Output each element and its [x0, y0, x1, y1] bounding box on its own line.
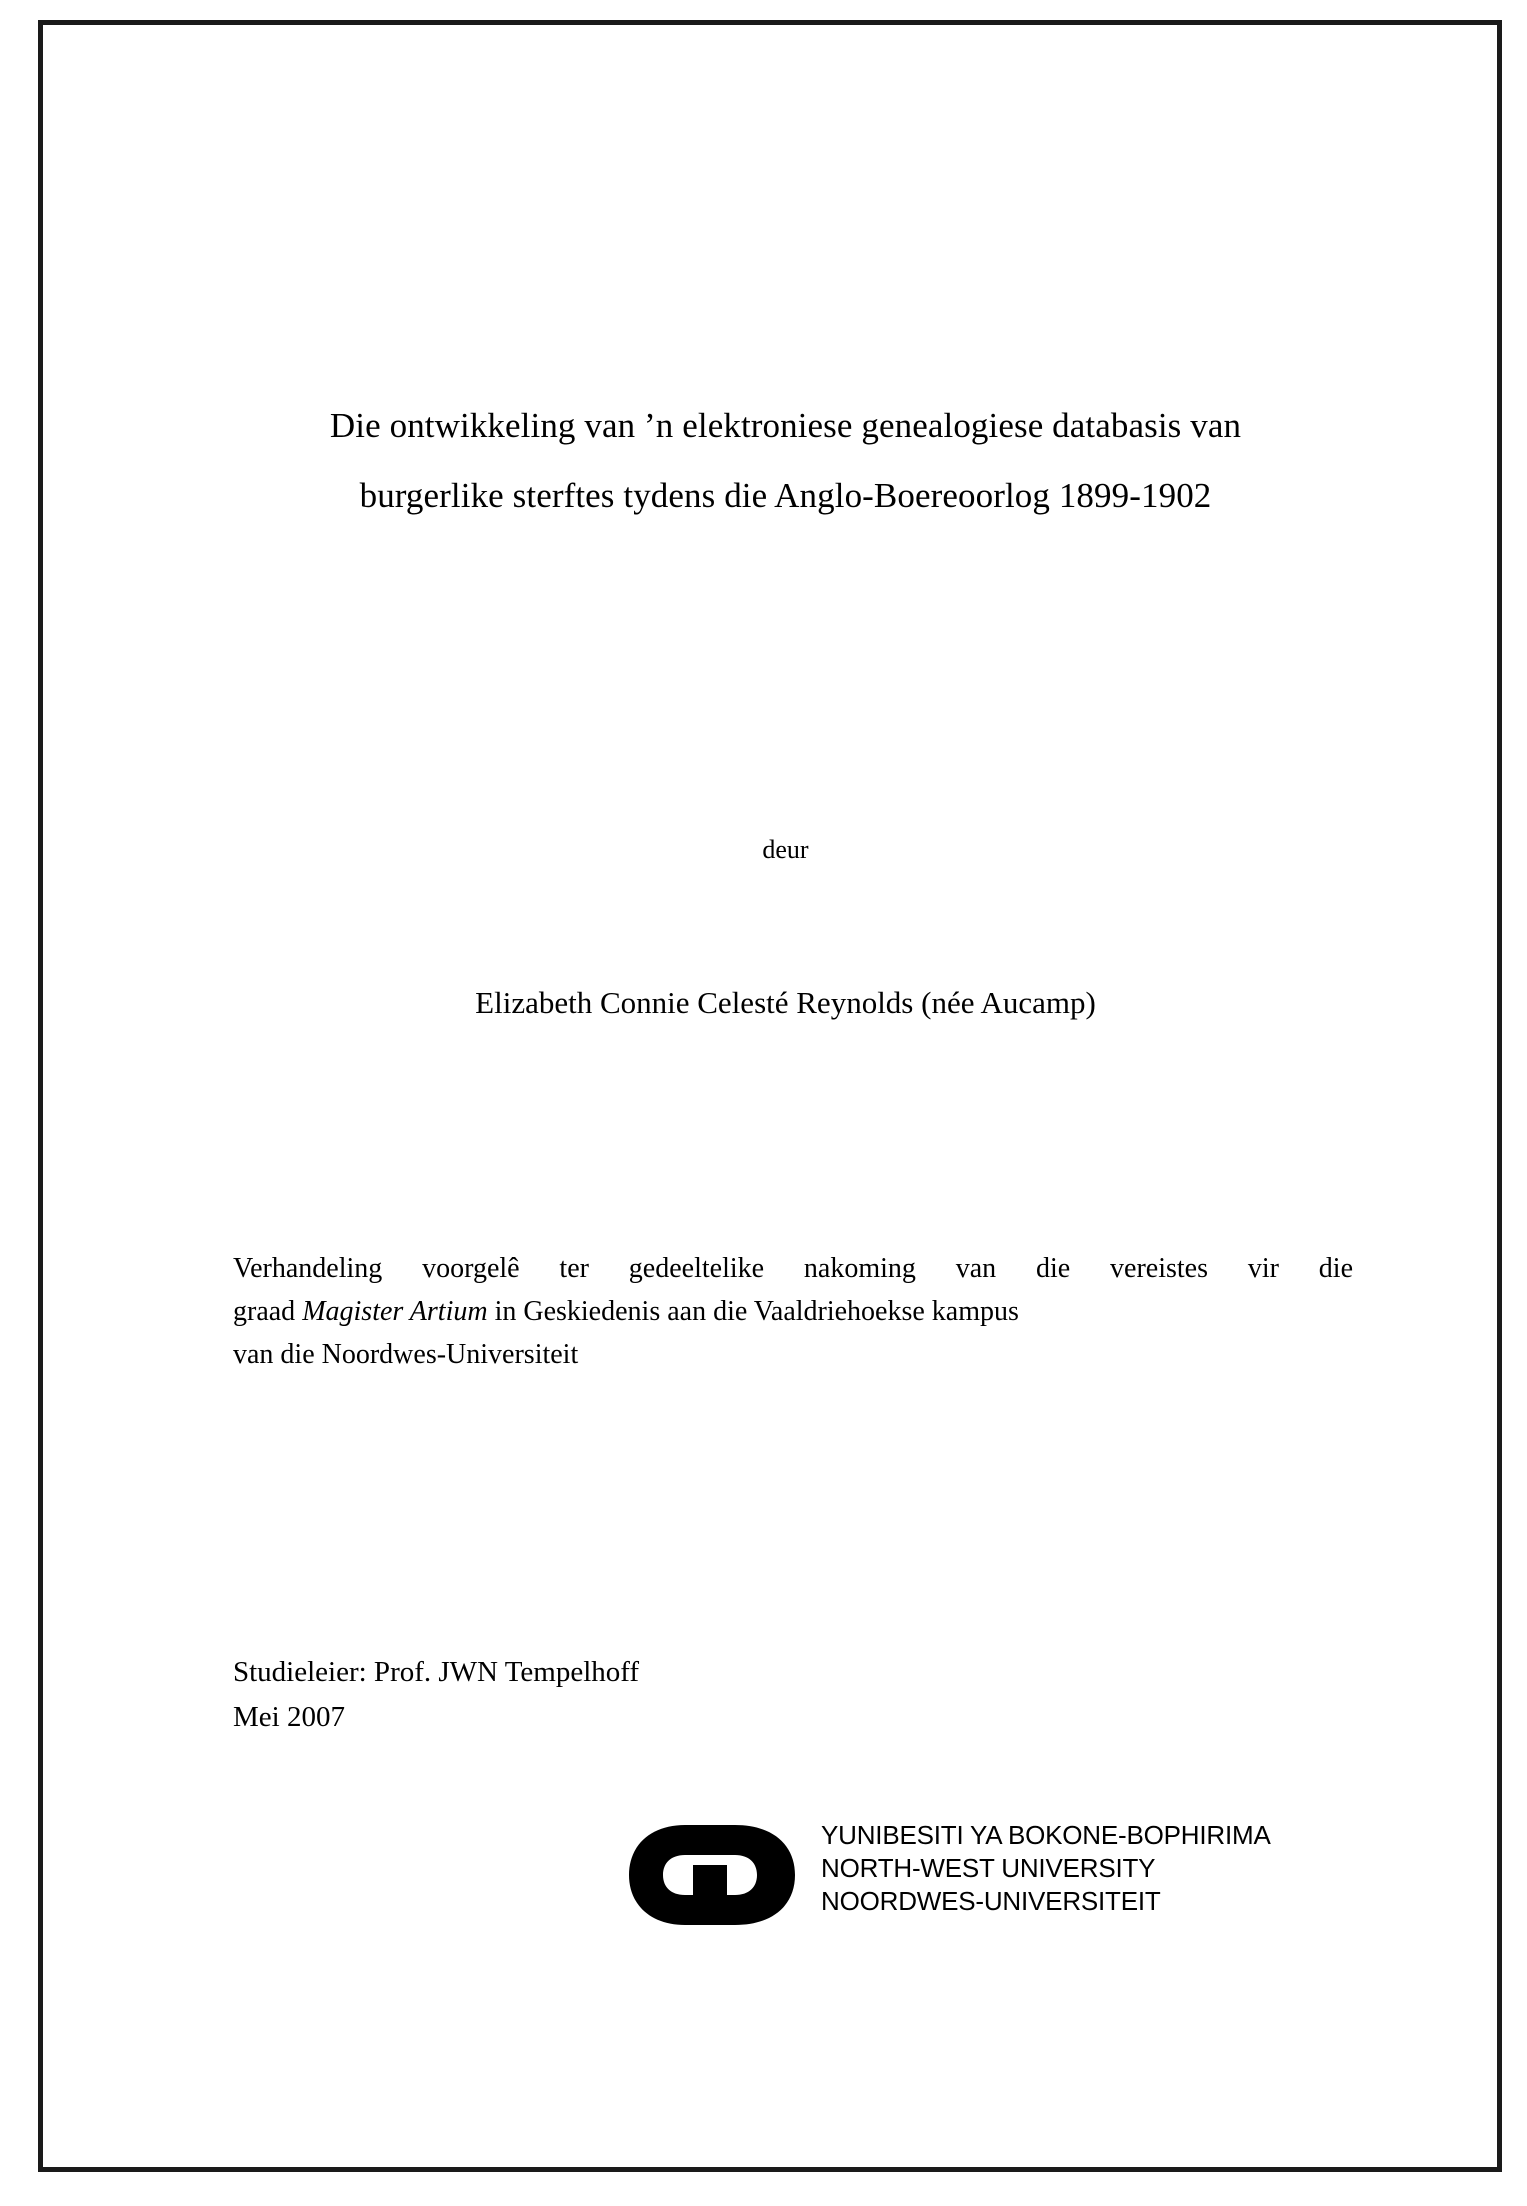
degree-name-italic: Magister Artium	[302, 1296, 488, 1327]
degree-line-1: Verhandeling voorgelê ter gedeeltelike nakoming van die vereistes vir die	[233, 1253, 1353, 1284]
author-name: Elizabeth Connie Celesté Reynolds (née Aucamp)	[475, 985, 1096, 1020]
logo-text-block	[821, 1819, 1271, 1918]
nwu-logo-mark-icon	[623, 1821, 813, 1929]
degree-line-2-prefix: graad	[233, 1296, 303, 1327]
university-logo	[623, 1815, 1271, 1935]
logo-text-line-3: NOORDWES-UNIVERSITEIT	[821, 1886, 1161, 1916]
logo-text-line-1: YUNIBESITI YA BOKONE-BOPHIRIMA	[821, 1820, 1271, 1850]
by-label: deur	[762, 835, 809, 864]
title-line-2: burgerlike sterftes tydens die Anglo-Boereoorlog 1899-1902	[359, 476, 1212, 515]
date-line: Mei 2007	[233, 1701, 345, 1733]
page-title	[228, 395, 1343, 527]
degree-statement	[233, 1247, 1353, 1376]
page-border	[38, 20, 1502, 2172]
supervisor-line: Studieleier: Prof. JWN Tempelhoff	[233, 1656, 640, 1688]
logo-text-line-2: NORTH-WEST UNIVERSITY	[821, 1853, 1156, 1883]
title-line-1: Die ontwikkeling van ’n elektroniese genealogiese databasis van	[329, 406, 1242, 445]
supervisor-block	[233, 1650, 1233, 1740]
degree-line-2	[233, 1290, 1353, 1333]
degree-line-2-suffix: in Geskiedenis aan die Vaaldriehoekse kampus	[487, 1296, 1019, 1327]
page-content	[193, 25, 1373, 2167]
degree-line-3: van die Noordwes-Universiteit	[233, 1339, 579, 1370]
